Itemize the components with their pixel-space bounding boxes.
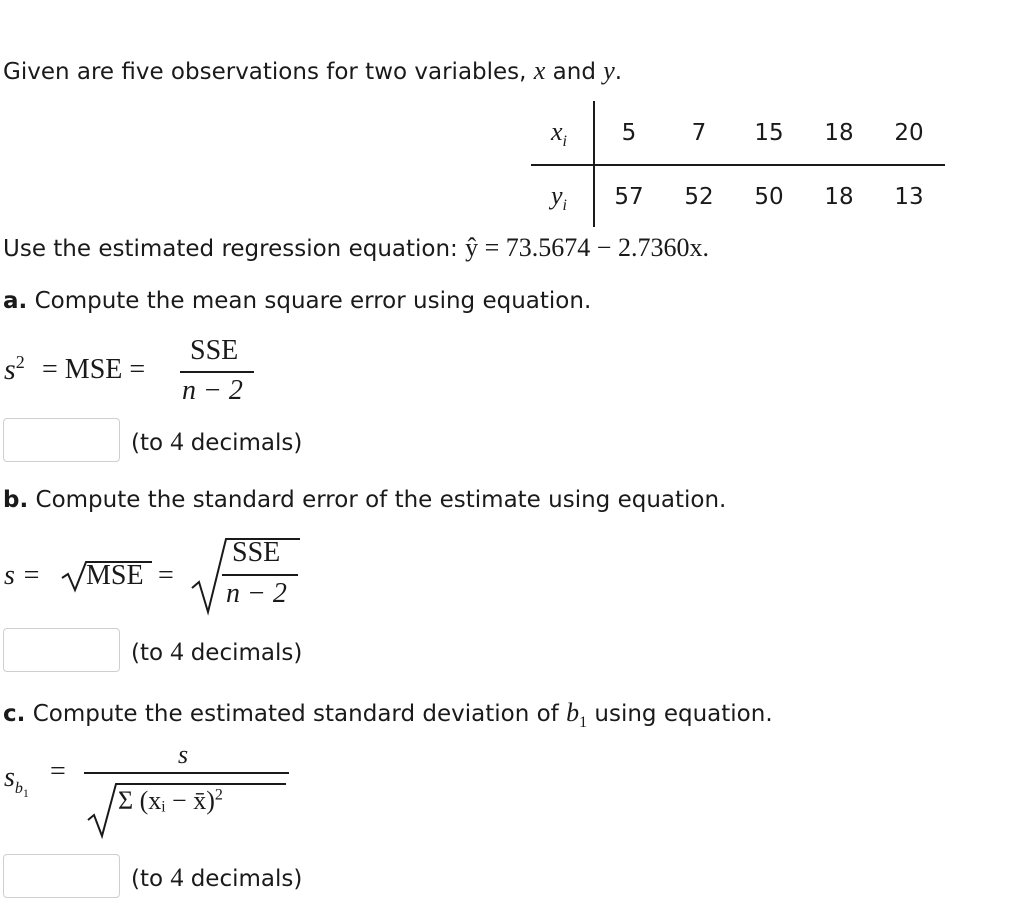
part-a-numerator: SSE <box>190 335 239 366</box>
part-a-hint: (to 4 decimals) <box>131 427 303 456</box>
observations-table <box>531 101 945 227</box>
table-horizontal-rule <box>531 164 945 166</box>
y-value-5: 13 <box>894 184 924 210</box>
regression-text: Use the estimated regression equation: <box>3 236 458 262</box>
and-word: and <box>552 59 596 85</box>
x-value-2: 7 <box>691 120 707 146</box>
regression-equation: ŷ = 73.5674 − 2.7360x. <box>465 233 709 262</box>
part-c-letter: c. <box>3 701 26 727</box>
y-value-1: 57 <box>614 184 644 210</box>
part-a-text: Compute the mean square error using equation. <box>34 288 592 314</box>
part-b-fraction-bar <box>222 574 298 576</box>
part-c-text-before: Compute the estimated standard deviation of <box>32 701 559 727</box>
part-b-equals: = <box>158 560 174 591</box>
part-b-denominator: n − 2 <box>226 578 287 609</box>
part-a-heading <box>3 288 591 314</box>
intro-text <box>3 56 622 86</box>
part-c-heading <box>3 698 773 732</box>
part-c-fraction-bar <box>84 772 289 774</box>
var-y: y <box>603 56 615 85</box>
row-x-header: $x_i$ <box>551 117 567 151</box>
part-c-equals: = <box>50 756 66 787</box>
part-b-heading <box>3 487 726 513</box>
b1-std-deviation-answer-input[interactable] <box>3 854 120 898</box>
x-value-3: 15 <box>754 120 784 146</box>
part-a-mse: = MSE = <box>42 354 146 385</box>
part-a-fraction-bar <box>180 371 254 373</box>
standard-error-answer-input[interactable] <box>3 628 120 672</box>
regression-line <box>3 233 709 263</box>
part-b-letter: b. <box>3 487 29 513</box>
mse-answer-input[interactable] <box>3 418 120 462</box>
part-a-denominator: n − 2 <box>182 375 243 406</box>
row-y-header: $y_i$ <box>551 181 567 215</box>
part-b-lhs: s = <box>4 560 41 591</box>
intro-sentence: Given are five observations for two variables, <box>3 59 527 85</box>
part-c-numerator: s <box>178 740 189 769</box>
part-b-hint: (to 4 decimals) <box>131 637 303 666</box>
part-b-text: Compute the standard error of the estimate using equation. <box>35 487 727 513</box>
b1-symbol: $b_1$ <box>566 698 588 732</box>
part-c-lhs: $s_{b_1}$ <box>4 762 29 800</box>
part-c-text-after: using equation. <box>594 701 773 727</box>
part-c-denominator: Σ (xᵢ − x̄)$^2$ <box>118 786 223 815</box>
x-value-5: 20 <box>894 120 924 146</box>
intro-period: . <box>614 59 623 85</box>
x-value-1: 5 <box>621 120 637 146</box>
part-a-lhs: $s^2$ <box>4 352 25 386</box>
y-value-3: 50 <box>754 184 784 210</box>
var-x: x <box>533 56 546 85</box>
y-value-4: 18 <box>824 184 854 210</box>
y-value-2: 52 <box>684 184 714 210</box>
part-b-numerator: SSE <box>232 537 281 568</box>
x-value-4: 18 <box>824 120 854 146</box>
part-a-letter: a. <box>3 288 28 314</box>
part-b-mse: MSE <box>86 560 144 591</box>
part-c-hint: (to 4 decimals) <box>131 863 303 892</box>
